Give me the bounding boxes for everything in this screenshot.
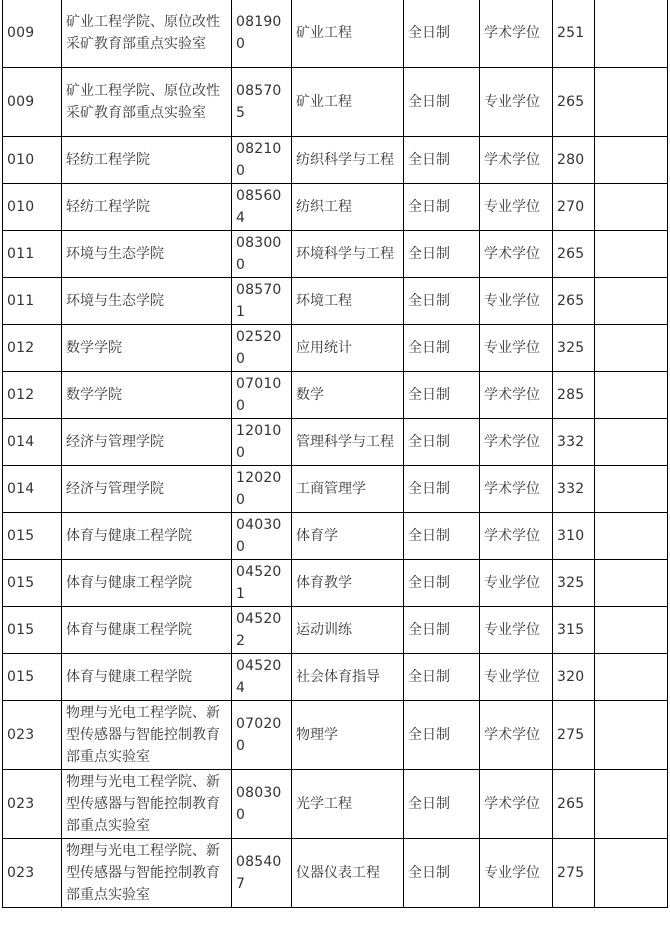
degree-type-cell: 专业学位: [480, 560, 553, 607]
score-table: [2, 0, 668, 908]
college-code-cell: 009: [3, 0, 62, 68]
major-name-cell: 社会体育指导: [292, 654, 404, 701]
table-row: [3, 560, 668, 607]
college-code-cell: 023: [3, 839, 62, 908]
major-code-cell: 085407: [232, 839, 292, 908]
college-code-cell: 009: [3, 68, 62, 137]
college-name-cell: 矿业工程学院、原位改性采矿教育部重点实验室: [62, 0, 232, 68]
college-name-cell: 经济与管理学院: [62, 419, 232, 466]
score-cell: 285: [553, 372, 595, 419]
empty-cell: [595, 419, 668, 466]
study-mode-cell: 全日制: [404, 654, 480, 701]
score-cell: 251: [553, 0, 595, 68]
table-row: [3, 466, 668, 513]
study-mode-cell: 全日制: [404, 701, 480, 770]
major-code-cell: 085604: [232, 184, 292, 231]
table-row: [3, 372, 668, 419]
major-code-cell: 045204: [232, 654, 292, 701]
empty-cell: [595, 325, 668, 372]
college-name-cell: 体育与健康工程学院: [62, 607, 232, 654]
college-name-cell: 体育与健康工程学院: [62, 513, 232, 560]
score-cell: 325: [553, 560, 595, 607]
major-name-cell: 矿业工程: [292, 0, 404, 68]
major-name-cell: 应用统计: [292, 325, 404, 372]
degree-type-cell: 专业学位: [480, 278, 553, 325]
study-mode-cell: 全日制: [404, 466, 480, 513]
empty-cell: [595, 770, 668, 839]
college-name-cell: 轻纺工程学院: [62, 184, 232, 231]
degree-type-cell: 学术学位: [480, 770, 553, 839]
empty-cell: [595, 184, 668, 231]
major-name-cell: 纺织工程: [292, 184, 404, 231]
degree-type-cell: 学术学位: [480, 701, 553, 770]
major-code-cell: 083000: [232, 231, 292, 278]
degree-type-cell: 学术学位: [480, 231, 553, 278]
score-cell: 332: [553, 419, 595, 466]
study-mode-cell: 全日制: [404, 184, 480, 231]
table-row: [3, 770, 668, 839]
degree-type-cell: 学术学位: [480, 137, 553, 184]
college-code-cell: 014: [3, 466, 62, 513]
college-code-cell: 015: [3, 607, 62, 654]
college-name-cell: 轻纺工程学院: [62, 137, 232, 184]
table-row: [3, 419, 668, 466]
degree-type-cell: 专业学位: [480, 68, 553, 137]
college-name-cell: 矿业工程学院、原位改性采矿教育部重点实验室: [62, 68, 232, 137]
college-name-cell: 物理与光电工程学院、新型传感器与智能控制教育部重点实验室: [62, 770, 232, 839]
college-name-cell: 物理与光电工程学院、新型传感器与智能控制教育部重点实验室: [62, 701, 232, 770]
score-cell: 325: [553, 325, 595, 372]
study-mode-cell: 全日制: [404, 839, 480, 908]
table-row: [3, 0, 668, 68]
degree-type-cell: 学术学位: [480, 372, 553, 419]
major-name-cell: 仪器仪表工程: [292, 839, 404, 908]
degree-type-cell: 专业学位: [480, 654, 553, 701]
study-mode-cell: 全日制: [404, 68, 480, 137]
major-name-cell: 运动训练: [292, 607, 404, 654]
table-row: [3, 278, 668, 325]
major-code-cell: 080300: [232, 770, 292, 839]
empty-cell: [595, 513, 668, 560]
table-row: [3, 513, 668, 560]
empty-cell: [595, 231, 668, 278]
empty-cell: [595, 654, 668, 701]
degree-type-cell: 学术学位: [480, 0, 553, 68]
score-cell: 270: [553, 184, 595, 231]
major-name-cell: 矿业工程: [292, 68, 404, 137]
major-name-cell: 纺织科学与工程: [292, 137, 404, 184]
major-name-cell: 光学工程: [292, 770, 404, 839]
score-cell: 332: [553, 466, 595, 513]
major-code-cell: 120200: [232, 466, 292, 513]
college-name-cell: 数学学院: [62, 325, 232, 372]
college-code-cell: 015: [3, 513, 62, 560]
table-row: [3, 231, 668, 278]
study-mode-cell: 全日制: [404, 137, 480, 184]
study-mode-cell: 全日制: [404, 325, 480, 372]
major-name-cell: 数学: [292, 372, 404, 419]
score-cell: 315: [553, 607, 595, 654]
major-code-cell: 085705: [232, 68, 292, 137]
major-code-cell: 082100: [232, 137, 292, 184]
empty-cell: [595, 137, 668, 184]
table-row: [3, 184, 668, 231]
college-code-cell: 012: [3, 325, 62, 372]
college-name-cell: 物理与光电工程学院、新型传感器与智能控制教育部重点实验室: [62, 839, 232, 908]
empty-cell: [595, 0, 668, 68]
college-code-cell: 015: [3, 560, 62, 607]
college-name-cell: 环境与生态学院: [62, 231, 232, 278]
major-code-cell: 085701: [232, 278, 292, 325]
major-name-cell: 体育学: [292, 513, 404, 560]
college-name-cell: 体育与健康工程学院: [62, 654, 232, 701]
major-code-cell: 040300: [232, 513, 292, 560]
degree-type-cell: 专业学位: [480, 184, 553, 231]
score-cell: 265: [553, 278, 595, 325]
study-mode-cell: 全日制: [404, 0, 480, 68]
empty-cell: [595, 278, 668, 325]
major-code-cell: 120100: [232, 419, 292, 466]
major-code-cell: 025200: [232, 325, 292, 372]
empty-cell: [595, 372, 668, 419]
study-mode-cell: 全日制: [404, 560, 480, 607]
empty-cell: [595, 466, 668, 513]
table-row: [3, 325, 668, 372]
study-mode-cell: 全日制: [404, 231, 480, 278]
table-row: [3, 839, 668, 908]
score-cell: 310: [553, 513, 595, 560]
empty-cell: [595, 701, 668, 770]
college-code-cell: 012: [3, 372, 62, 419]
score-cell: 265: [553, 68, 595, 137]
major-code-cell: 081900: [232, 0, 292, 68]
major-name-cell: 工商管理学: [292, 466, 404, 513]
empty-cell: [595, 839, 668, 908]
table-body: [3, 0, 668, 908]
college-code-cell: 015: [3, 654, 62, 701]
major-name-cell: 环境科学与工程: [292, 231, 404, 278]
table-row: [3, 68, 668, 137]
degree-type-cell: 学术学位: [480, 466, 553, 513]
study-mode-cell: 全日制: [404, 770, 480, 839]
empty-cell: [595, 560, 668, 607]
empty-cell: [595, 607, 668, 654]
score-cell: 265: [553, 231, 595, 278]
study-mode-cell: 全日制: [404, 607, 480, 654]
score-cell: 275: [553, 701, 595, 770]
major-code-cell: 045201: [232, 560, 292, 607]
college-name-cell: 经济与管理学院: [62, 466, 232, 513]
major-code-cell: 070100: [232, 372, 292, 419]
study-mode-cell: 全日制: [404, 513, 480, 560]
college-name-cell: 体育与健康工程学院: [62, 560, 232, 607]
college-code-cell: 023: [3, 770, 62, 839]
table-row: [3, 607, 668, 654]
study-mode-cell: 全日制: [404, 419, 480, 466]
major-name-cell: 管理科学与工程: [292, 419, 404, 466]
score-cell: 275: [553, 839, 595, 908]
college-code-cell: 014: [3, 419, 62, 466]
college-code-cell: 010: [3, 137, 62, 184]
study-mode-cell: 全日制: [404, 372, 480, 419]
college-name-cell: 环境与生态学院: [62, 278, 232, 325]
major-name-cell: 环境工程: [292, 278, 404, 325]
college-code-cell: 010: [3, 184, 62, 231]
college-code-cell: 011: [3, 278, 62, 325]
degree-type-cell: 专业学位: [480, 839, 553, 908]
table-row: [3, 701, 668, 770]
table-row: [3, 137, 668, 184]
study-mode-cell: 全日制: [404, 278, 480, 325]
degree-type-cell: 专业学位: [480, 607, 553, 654]
score-cell: 320: [553, 654, 595, 701]
degree-type-cell: 专业学位: [480, 325, 553, 372]
major-name-cell: 体育教学: [292, 560, 404, 607]
college-code-cell: 011: [3, 231, 62, 278]
college-code-cell: 023: [3, 701, 62, 770]
degree-type-cell: 学术学位: [480, 419, 553, 466]
empty-cell: [595, 68, 668, 137]
score-cell: 265: [553, 770, 595, 839]
major-code-cell: 070200: [232, 701, 292, 770]
degree-type-cell: 学术学位: [480, 513, 553, 560]
score-cell: 280: [553, 137, 595, 184]
table-row: [3, 654, 668, 701]
major-code-cell: 045202: [232, 607, 292, 654]
college-name-cell: 数学学院: [62, 372, 232, 419]
major-name-cell: 物理学: [292, 701, 404, 770]
